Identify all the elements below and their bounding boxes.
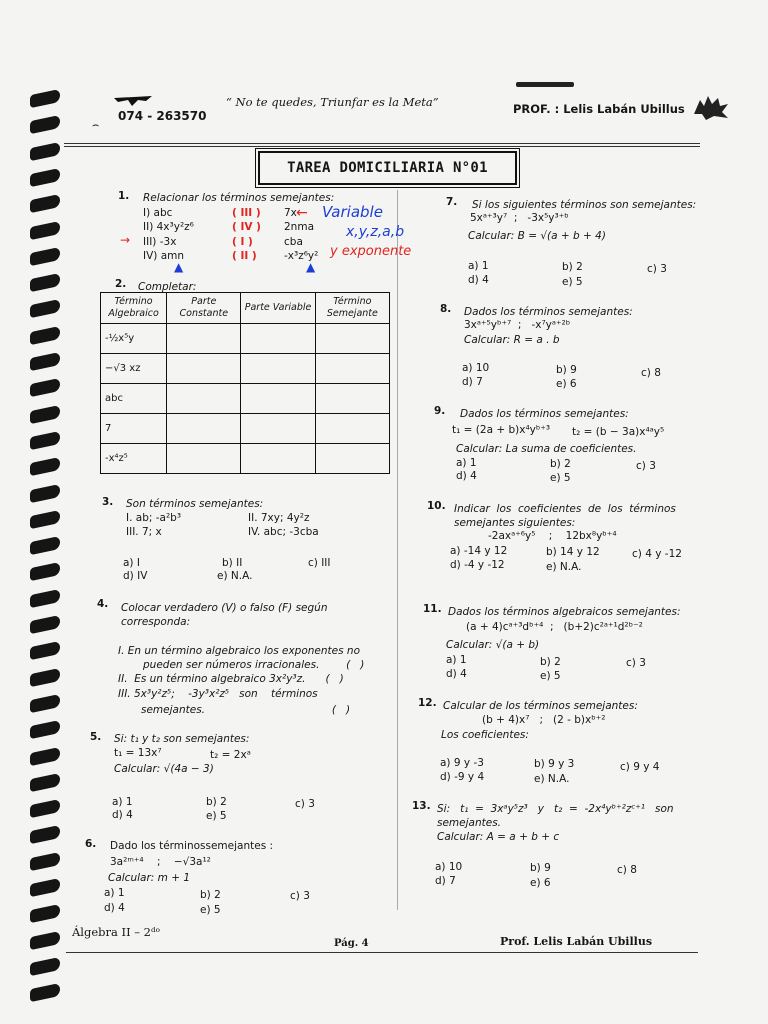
q1-right-1: 7x: [284, 207, 297, 219]
q12-stem: Calcular de los términos semejantes:: [443, 700, 638, 712]
q10-option-c: c) 4 y -12: [632, 548, 682, 560]
q5-option-c: c) 3: [295, 798, 315, 810]
binding-ring: [30, 930, 60, 949]
q10-option-b: b) 14 y 12: [546, 546, 600, 558]
binding-ring: [30, 720, 60, 739]
q12-sub: Los coeficientes:: [441, 729, 529, 741]
phone-number: 074 - 263570: [118, 109, 207, 123]
footer-subject: Álgebra II – 2ᵈᵒ: [72, 925, 161, 939]
q8-terms: 3xᵃ⁺⁵yᵇ⁺⁷ ; -x⁷yᵃ⁺²ᵇ: [464, 319, 571, 331]
q11-terms: (a + 4)cᵃ⁺³dᵇ⁺⁴ ; (b+2)c²ᵃ⁺¹d²ᵇ⁻²: [466, 621, 643, 633]
q1-left-3: III) -3x: [143, 236, 177, 248]
table-cell: abc: [101, 384, 167, 414]
q7-stem: Si los siguientes términos son semejantes:: [472, 199, 697, 211]
table-cell: [315, 414, 389, 444]
q9-option-d: d) 4: [456, 470, 477, 482]
table-cell: 7: [101, 414, 167, 444]
q9-option-e: e) 5: [550, 472, 571, 484]
binding-ring: [30, 457, 60, 476]
q4-item-1-cont: pueden ser números irracionales. ( ): [143, 659, 365, 671]
q4-item-2: II. Es un término algebraico 3x²y³z. ( ): [118, 673, 344, 685]
q3-option-b: b) II: [222, 557, 243, 569]
q1-right-3: cba: [284, 236, 303, 248]
q12-option-b: b) 9 y 3: [534, 758, 575, 770]
binding-ring: [30, 904, 60, 923]
q1-answer-3: ( I ): [232, 236, 253, 248]
binding-ring: [30, 615, 60, 634]
spiral-binding: [30, 92, 64, 1022]
q3-number: 3.: [102, 496, 114, 508]
logo-right: [690, 92, 732, 122]
binding-ring: [30, 115, 60, 134]
binding-ring: [30, 957, 60, 976]
binding-ring: [30, 694, 60, 713]
q6-number: 6.: [85, 838, 97, 850]
table-cell: [315, 324, 389, 354]
q9-option-a: a) 1: [456, 457, 477, 469]
q1-right-4: -x³z⁶y²: [284, 250, 319, 262]
q8-option-a: a) 10: [462, 362, 490, 374]
q5-option-d: d) 4: [112, 809, 133, 821]
q5-option-b: b) 2: [206, 796, 227, 808]
binding-ring: [30, 89, 60, 108]
q10-option-e: e) N.A.: [546, 561, 582, 573]
q7-option-e: e) 5: [562, 276, 583, 288]
table-cell: [241, 444, 315, 474]
q8-calc: Calcular: R = a . b: [464, 334, 560, 346]
q4-item-3-cont: semejantes. ( ): [141, 704, 351, 716]
binding-ring: [30, 825, 60, 844]
arrow-icon: ←: [296, 205, 308, 221]
q13-stem-2: semejantes.: [437, 817, 502, 829]
table-cell: [241, 354, 315, 384]
q1-answer-2: ( IV ): [232, 221, 261, 233]
arrow-icon: →: [120, 233, 131, 247]
q10-option-a: a) -14 y 12: [450, 545, 508, 557]
q6-calc: Calcular: m + 1: [108, 872, 191, 884]
q5-t1: t₁ = 13x⁷: [114, 747, 162, 759]
footer-rule: [66, 952, 698, 953]
q1-number: 1.: [118, 190, 130, 202]
handwritten-note-variable: Variable: [322, 203, 383, 221]
logo-left: [112, 92, 154, 104]
q3-item-1: I. ab; -a²b³: [126, 512, 182, 524]
q5-number: 5.: [90, 731, 102, 743]
q3-option-c: c) III: [308, 557, 331, 569]
binding-ring: [30, 510, 60, 529]
q7-terms: 5xᵃ⁺³y⁷ ; -3x⁵y³⁺ᵇ: [470, 212, 569, 224]
table-cell: [315, 384, 389, 414]
binding-ring: [30, 667, 60, 686]
q11-number: 11.: [423, 603, 442, 615]
motto: “ No te quedes, Triunfar es la Meta”: [226, 95, 439, 109]
q2-number: 2.: [115, 278, 127, 290]
q7-option-a: a) 1: [468, 260, 489, 272]
q8-option-d: d) 7: [462, 376, 483, 388]
up-arrow-icon: ▲: [306, 260, 316, 274]
column-divider: [397, 190, 398, 910]
q9-stem: Dados los términos semejantes:: [460, 408, 629, 420]
table-cell: -x⁴z⁵: [101, 444, 167, 474]
completion-table: [100, 292, 390, 474]
binding-ring: [30, 247, 60, 266]
q5-calc: Calcular: √(4a − 3): [114, 763, 214, 775]
table-cell: [315, 444, 389, 474]
binding-ring: [30, 352, 60, 371]
q11-option-d: d) 4: [446, 668, 467, 680]
table-cell: [241, 324, 315, 354]
q8-stem: Dados los términos semejantes:: [464, 306, 633, 318]
q5-t2: t₂ = 2xᵃ: [210, 749, 251, 761]
q11-option-a: a) 1: [446, 654, 467, 666]
binding-ring: [30, 378, 60, 397]
binding-ring: [30, 746, 60, 765]
q6-stem: Dado los términossemejantes :: [110, 840, 274, 852]
binding-ring: [30, 641, 60, 660]
binding-ring: [30, 431, 60, 450]
binding-ring: [30, 588, 60, 607]
q1-right-2: 2nma: [284, 221, 314, 233]
q13-option-d: d) 7: [435, 875, 456, 887]
q3-item-4: IV. abc; -3cba: [248, 526, 319, 538]
q11-stem: Dados los términos algebraicos semejantes:: [448, 606, 681, 618]
q4-stem-2: corresponda:: [121, 616, 191, 628]
binding-ring: [30, 799, 60, 818]
q6-option-e: e) 5: [200, 904, 221, 916]
binding-ring: [30, 404, 60, 423]
q10-stem: Indicar los coeficientes de los términos: [454, 503, 676, 515]
q6-option-b: b) 2: [200, 889, 221, 901]
q12-option-c: c) 9 y 4: [620, 761, 660, 773]
q2-stem: Completar:: [138, 281, 197, 293]
q3-option-e: e) N.A.: [217, 570, 253, 582]
q12-number: 12.: [418, 697, 437, 709]
q4-item-1: I. En un término algebraico los exponentes no: [118, 645, 360, 657]
q7-option-b: b) 2: [562, 261, 583, 273]
header-mark: ⌢: [92, 118, 100, 131]
table-header: Término Semejante: [315, 293, 389, 324]
binding-ring: [30, 983, 60, 1002]
q12-option-d: d) -9 y 4: [440, 771, 485, 783]
q5-option-e: e) 5: [206, 810, 227, 822]
q4-number: 4.: [97, 598, 109, 610]
q12-option-e: e) N.A.: [534, 773, 570, 785]
q3-option-d: d) IV: [123, 570, 148, 582]
q5-option-a: a) 1: [112, 796, 133, 808]
q8-option-e: e) 6: [556, 378, 577, 390]
q9-option-b: b) 2: [550, 458, 571, 470]
binding-ring: [30, 141, 60, 160]
table-header: Término Algebraico: [101, 293, 167, 324]
q13-stem: Si: t₁ = 3xᵃy⁵z³ y t₂ = -2x⁴yᵇ⁺²zᶜ⁺¹ son: [437, 803, 674, 815]
q6-option-c: c) 3: [290, 890, 310, 902]
q1-answer-1: ( III ): [232, 207, 261, 219]
q7-number: 7.: [446, 196, 458, 208]
q7-option-c: c) 3: [647, 263, 667, 275]
binding-ring: [30, 325, 60, 344]
binding-ring: [30, 562, 60, 581]
q8-option-c: c) 8: [641, 367, 661, 379]
page-title: TAREA DOMICILIARIA N°01: [258, 151, 517, 185]
q11-option-c: c) 3: [626, 657, 646, 669]
q3-item-2: II. 7xy; 4y²z: [248, 512, 310, 524]
binding-ring: [30, 299, 60, 318]
table-header: Parte Constante: [167, 293, 241, 324]
header-rule-top: [64, 143, 700, 144]
table-cell: [241, 414, 315, 444]
q9-t1: t₁ = (2a + b)x⁴yᵇ⁺³: [452, 424, 551, 436]
binding-ring: [30, 773, 60, 792]
q9-t2: t₂ = (b − 3a)x⁴ᵃy⁵: [572, 426, 665, 438]
table-cell: -½x⁵y: [101, 324, 167, 354]
q10-terms: -2axᵃ⁺⁶y⁵ ; 12bx⁸yᵇ⁺⁴: [488, 530, 617, 542]
q8-option-b: b) 9: [556, 364, 577, 376]
table-cell: −√3 xz: [101, 354, 167, 384]
footer-author: Prof. Lelis Labán Ubillus: [500, 935, 653, 948]
table-cell: [167, 444, 241, 474]
table-cell: [167, 354, 241, 384]
q13-option-c: c) 8: [617, 864, 637, 876]
binding-ring: [30, 194, 60, 213]
header-rule-bottom: [64, 146, 700, 147]
q13-calc: Calcular: A = a + b + c: [437, 831, 560, 843]
up-arrow-icon: ▲: [174, 260, 184, 274]
q11-option-b: b) 2: [540, 656, 561, 668]
q6-option-a: a) 1: [104, 887, 125, 899]
table-cell: [315, 354, 389, 384]
q3-item-3: III. 7; x: [126, 526, 162, 538]
table-cell: [167, 414, 241, 444]
binding-ring: [30, 220, 60, 239]
binding-ring: [30, 168, 60, 187]
q10-number: 10.: [427, 500, 446, 512]
binding-ring: [30, 851, 60, 870]
q9-number: 9.: [434, 405, 446, 417]
q1-left-2: II) 4x³y²z⁶: [143, 221, 194, 233]
q10-option-d: d) -4 y -12: [450, 559, 505, 571]
q9-option-c: c) 3: [636, 460, 656, 472]
q3-stem: Son términos semejantes:: [126, 498, 264, 510]
q1-left-4: IV) amn: [143, 250, 185, 262]
q12-option-a: a) 9 y -3: [440, 757, 484, 769]
q13-option-a: a) 10: [435, 861, 463, 873]
q9-calc: Calcular: La suma de coeficientes.: [456, 443, 637, 455]
binding-ring: [30, 483, 60, 502]
q1-left-1: I) abc: [143, 207, 173, 219]
page-number: Pág. 4: [334, 938, 369, 949]
q7-option-d: d) 4: [468, 274, 489, 286]
q4-stem: Colocar verdadero (V) o falso (F) según: [121, 602, 328, 614]
q1-answer-4: ( II ): [232, 250, 257, 262]
handwritten-note-letters: x,y,z,a,b: [346, 224, 405, 240]
professor-header: PROF. : Lelis Labán Ubillus: [513, 102, 685, 116]
q6-terms: 3a²ᵐ⁺⁴ ; −√3a¹²: [110, 856, 211, 868]
binding-ring: [30, 878, 60, 897]
header-fragment: [516, 82, 574, 87]
q13-number: 13.: [412, 800, 431, 812]
q4-item-3: III. 5x³y²z⁵; -3y³x²z⁵ son términos: [118, 688, 318, 700]
q3-option-a: a) I: [123, 557, 140, 569]
binding-ring: [30, 536, 60, 555]
q12-terms: (b + 4)x⁷ ; (2 - b)xᵇ⁺²: [482, 714, 606, 726]
table-cell: [167, 384, 241, 414]
q11-calc: Calcular: √(a + b): [446, 639, 540, 651]
table-cell: [241, 384, 315, 414]
q8-number: 8.: [440, 303, 452, 315]
q7-calc: Calcular: B = √(a + b + 4): [468, 230, 606, 242]
q11-option-e: e) 5: [540, 670, 561, 682]
handwritten-note-exponent: y exponente: [330, 244, 412, 259]
q6-option-d: d) 4: [104, 902, 125, 914]
q13-option-b: b) 9: [530, 862, 551, 874]
q5-stem: Si: t₁ y t₂ son semejantes:: [114, 733, 250, 745]
q13-option-e: e) 6: [530, 877, 551, 889]
table-cell: [167, 324, 241, 354]
table-header: Parte Variable: [241, 293, 315, 324]
q10-stem-2: semejantes siguientes:: [454, 517, 576, 529]
q1-stem: Relacionar los términos semejantes:: [143, 192, 335, 204]
binding-ring: [30, 273, 60, 292]
